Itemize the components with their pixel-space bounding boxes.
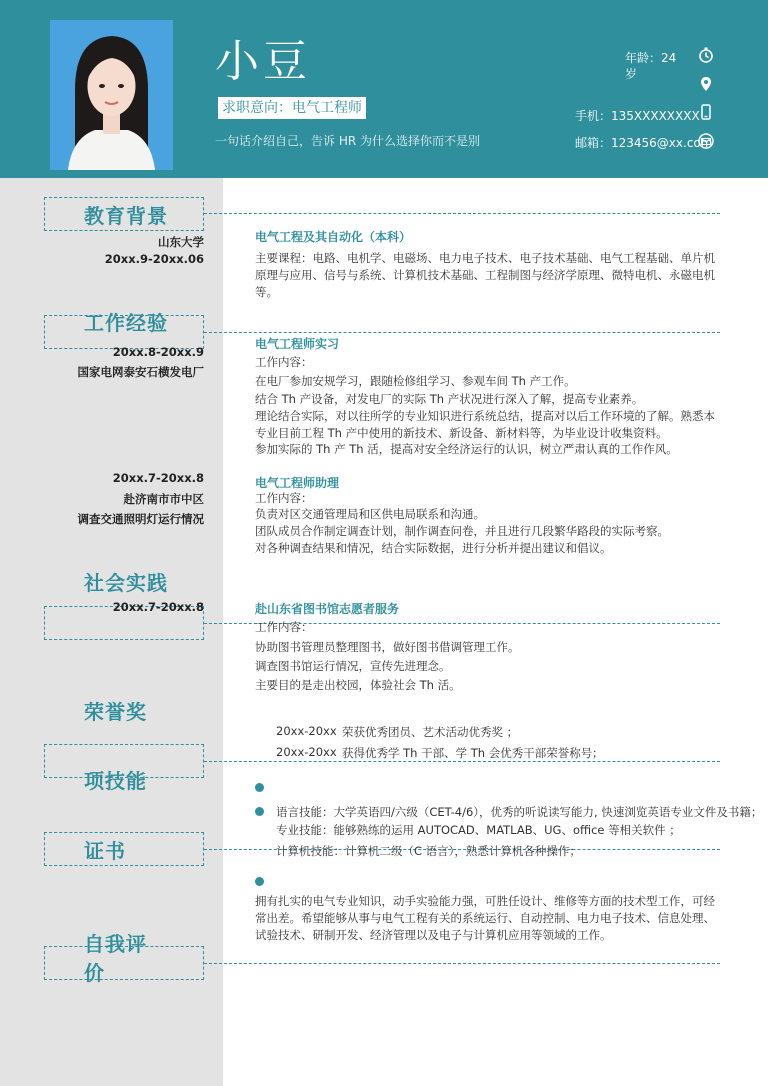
work2-label: 工作内容： [255,491,313,505]
section-title-cert: 证书 [84,839,126,863]
honor2-end: ； [592,746,604,760]
work1-period: 20xx.8-20xx.9 [112,345,204,359]
honors-divider [204,761,720,762]
profile-photo [50,20,173,170]
section-title-work: 工作经验 [84,311,168,335]
work2-line3: 对各种调查结果和情况，结合实际数据，进行分析并提出建议和倡议。 [255,541,612,555]
edu-school: 山东大学 [158,235,204,249]
work1-line3: 理论结合实际，对以往所学的专业知识进行系统总结，提高对以后工作环境的了解。熟悉本专业目前工程 Th 产中使用的新技术、新设备、新材料等，为毕业设计收集资料。 [255,409,715,440]
self-intro-slogan: 一句话介绍自己，告诉 HR 为什么选择你而不是别 [215,134,480,148]
edu-major: 电气工程及其自动化（本科） [255,230,412,244]
header-band [0,0,768,178]
self-eval-title-frame [44,946,204,980]
section-title-honors: 荣誉奖 [84,700,147,724]
honor2-text: 获得优秀学 Th 干部、学 Th 会优秀干部荣誉称号 [342,746,593,760]
work1-line4: 参加实际的 Th 产 Th 活，提高对安全经济运行的认识，树立严肃认真的工作作风。 [255,442,678,456]
edu-period: 20xx.9-20xx.06 [104,252,204,266]
work2-line2: 团队成员合作制定调查计划，制作调查问卷，并且进行几段繁华路段的实际考察。 [255,524,669,538]
social-line3: 主要目的是走出校园，体验社会 Th 活。 [255,678,461,692]
work2-line1: 负责对区交通管理局和区供电局联系和沟通。 [255,507,485,521]
location-icon [698,76,714,92]
social-line2: 调查图书馆运行情况，宣传先进理念。 [255,659,451,673]
skills-bullet-1 [255,783,264,792]
social-line1: 协助图书管理员整理图书，做好图书借调管理工作。 [255,640,520,654]
social-period: 20xx.7-20xx.8 [112,600,204,614]
self-eval-bullet [255,877,264,886]
self-eval-divider [204,963,720,964]
work1-line2: 结合 Th 产设备，对发电厂的实际 Th 产状况进行深入了解，提高专业素养。 [255,392,644,406]
section-title-self-eval-1: 自我评 [84,932,147,956]
portrait-illustration [50,20,173,170]
work-divider [204,332,720,333]
section-title-self-eval-2: 价 [84,961,105,985]
mail-icon [698,133,714,149]
work2-place: 赴济南市市中区 [123,492,204,506]
edu-courses: 主要课程：电路、电机学、电磁场、电力电子技术、电子技术基础、电气工程基础、单片机原理与应用、信号与系统、计算机技术基础、工程制图与经济学原理、微特电机、永磁电机等。 [255,251,715,299]
work2-project: 调查交通照明灯运行情况 [77,512,204,526]
honor1-year: 20xx-20xx [276,724,337,738]
education-divider [204,213,720,214]
clock-icon [698,47,714,63]
work1-label: 工作内容： [255,355,313,369]
skill-language: 语言技能：大学英语四/六级（CET-4/6），优秀的听说读写能力, 快速浏览英语专业文件及书籍； [276,805,763,819]
self-eval-text: 拥有扎实的电气专业知识，动手实验能力强，可胜任设计、维修等方面的技术型工作，可经常出差。希望能够从事与电气工程有关的系统运行、自动控制、电力电子技术、信息处理、试验技术、研制开发、经济管理以及电子与计算机应用等领域的工作。 [255,894,715,942]
section-title-social: 社会实践 [84,571,168,595]
job-intent: 求职意向：电气工程师 [218,97,366,119]
work2-title: 电气工程师助理 [255,476,340,490]
age-line-1: 年龄：24 [625,51,677,65]
honor2-year: 20xx-20xx [276,745,337,759]
skill-professional: 专业技能：能够熟练的运用 AUTOCAD、MATLAB、UG、office 等相关软件 ； [276,823,681,837]
email-address: 邮箱：123456@xx.com [575,136,713,150]
age-line-2: 岁 [625,67,638,81]
work1-line1: 在电厂参加安规学习，跟随检修组学习、参观车间 Th 产工作。 [255,374,576,388]
social-label: 工作内容： [255,620,313,634]
section-title-skills: 项技能 [84,769,147,793]
phone-number: 手机：135XXXXXXXX [575,109,700,123]
skill-computer: 计算机技能：计算机二级（C 语言），熟悉计算机各种操作； [276,844,581,858]
candidate-name: 小豆 [215,36,311,87]
phone-icon [698,104,714,120]
skills-bullet-2 [255,807,264,816]
work1-company: 国家电网泰安石横发电厂 [77,365,204,379]
social-title: 赴山东省图书馆志愿者服务 [255,602,400,616]
section-title-education: 教育背景 [84,204,168,228]
honor1-text: 荣获优秀团员、艺术活动优秀奖 ； [342,725,519,739]
work1-title: 电气工程师实习 [255,337,340,351]
work2-period: 20xx.7-20xx.8 [112,471,204,485]
